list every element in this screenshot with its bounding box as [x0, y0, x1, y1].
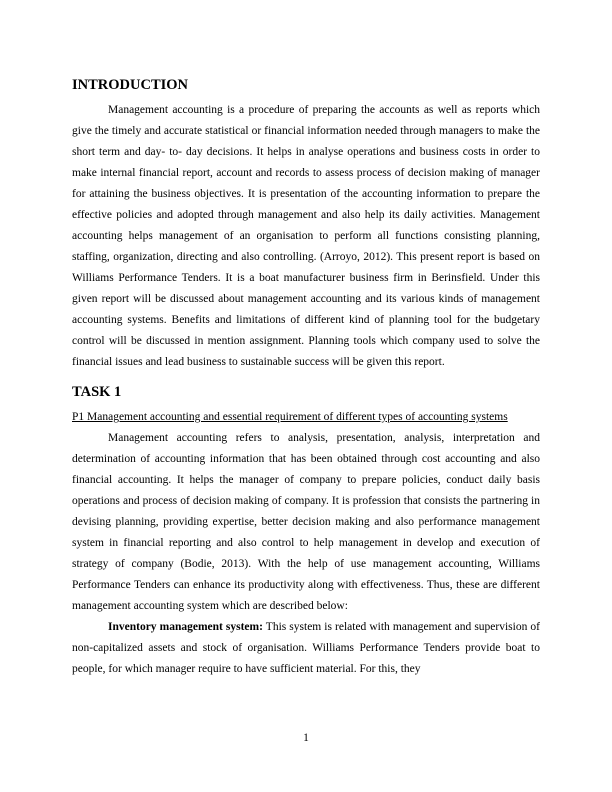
task1-heading: TASK 1	[72, 384, 122, 400]
task1-paragraph: Management accounting refers to analysis, presentation, analysis, interpretation and determination of accounting information that has been obtained through cost accounting and also financial accounting. It helps the manager of company to prepare policies, conduct daily basis operations and process of decision making of company. It is profession that consists the partnering in devising planning, providing expertise, better decision making and also performance management system in financial reporting and also control to help management in develop and execution of strategy of company (Bodie, 2013). With the help of use management accounting, Williams Performance Tenders can enhance its productivity along with effectiveness. Thus, these are different management accounting system which are described below:	[72, 432, 540, 612]
introduction-heading: INTRODUCTION	[72, 77, 189, 93]
inventory-lead: Inventory management system:	[108, 621, 263, 633]
introduction-paragraph: Management accounting is a procedure of preparing the accounts as well as reports which give the timely and accurate statistical or financial information needed through managers to make the short term and day- to- day decisions. It helps in analyse operations and business costs in order to make internal financial report, account and records to assess process of decision making of manager for attaining the business objectives. It is presentation of the accounting information to prepare the effective policies and adopted through management and also help its daily activities. Management accounting helps management of an organisation to perform all functions consisting planning, staffing, organization, directing and also controlling. (Arroyo, 2012). This present report is based on Williams Performance Tenders. It is a boat manufacturer business firm in Berinsfield. Under this given report will be discussed about management accounting and its various kinds of management accounting systems. Benefits and limitations of different kind of planning tool for the budgetary control will be discussed in mention assignment. Planning tools which company used to solve the financial issues and lead business to sustainable success will be given this report.	[72, 104, 540, 368]
inventory-text: This system is related with management and supervision of non-capitalized assets and stock of organisation. Williams Performance Tenders provide boat to people, for which manager require to have sufficient material. For this, they	[72, 621, 540, 675]
task1-subheading: P1 Management accounting and essential requirement of different types of accounting systems	[72, 411, 508, 423]
inventory-paragraph	[72, 617, 540, 680]
document-page	[72, 76, 540, 680]
page-number: 1	[303, 732, 309, 744]
